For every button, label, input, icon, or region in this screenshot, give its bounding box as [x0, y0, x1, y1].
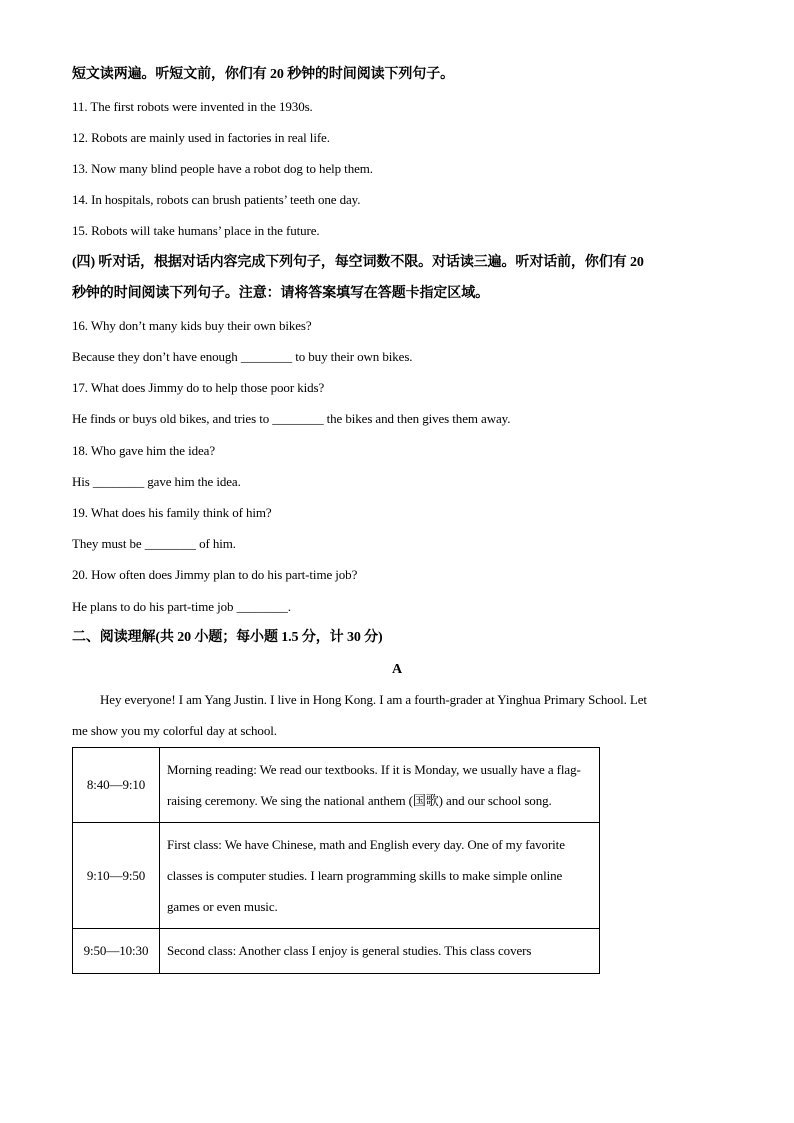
schedule-time: 9:50—10:30 [73, 929, 160, 974]
section-4-instruction-line-2: 秒钟的时间阅读下列句子。注意：请将答案填写在答题卡指定区域。 [72, 286, 489, 301]
answer-line-16: Because they don’t have enough ________ to buy their own bikes. [72, 349, 413, 364]
reading-section-heading: 二、阅读理解(共 20 小题；每小题 1.5 分，计 30 分) [72, 630, 383, 645]
statement-15: 15. Robots will take humans’ place in the future. [72, 223, 320, 238]
schedule-time: 8:40—9:10 [73, 748, 160, 823]
answer-line-17: He finds or buys old bikes, and tries to ________ the bikes and then gives them away. [72, 411, 511, 426]
answer-line-20: He plans to do his part-time job ________. [72, 599, 291, 614]
question-19: 19. What does his family think of him? [72, 505, 272, 520]
question-20: 20. How often does Jimmy plan to do his part-time job? [72, 567, 358, 582]
passage-label: A [391, 662, 402, 677]
statement-14: 14. In hospitals, robots can brush patients’ teeth one day. [72, 192, 361, 207]
question-18: 18. Who gave him the idea? [72, 443, 216, 458]
answer-line-18: His ________ gave him the idea. [72, 474, 241, 489]
table-row [73, 929, 600, 974]
section-4-instruction-line-1: (四) 听对话，根据对话内容完成下列句子，每空词数不限。对话读三遍。听对话前，你们有 20 [72, 255, 644, 270]
listening-section-intro: 短文读两遍。听短文前，你们有 20 秒钟的时间阅读下列句子。 [72, 67, 454, 82]
question-16: 16. Why don’t many kids buy their own bikes? [72, 318, 312, 333]
table-row [73, 823, 600, 929]
schedule-description: Morning reading: We read our textbooks. If it is Monday, we usually have a flag-raising ceremony. We sing the national anthem (国歌) and our school song. [160, 748, 600, 823]
school-day-schedule-table [72, 747, 600, 974]
question-17: 17. What does Jimmy do to help those poor kids? [72, 380, 325, 395]
statement-13: 13. Now many blind people have a robot dog to help them. [72, 161, 373, 176]
passage-intro-line-2: me show you my colorful day at school. [72, 723, 277, 738]
statement-11: 11. The first robots were invented in the 1930s. [72, 99, 313, 114]
schedule-description: First class: We have Chinese, math and English every day. One of my favorite classes is computer studies. I learn programming skills to make simple online games or even music. [160, 823, 600, 929]
passage-intro-line-1: Hey everyone! I am Yang Justin. I live in Hong Kong. I am a fourth-grader at Yinghua Primary School. Let [100, 692, 647, 707]
schedule-description: Second class: Another class I enjoy is general studies. This class covers [160, 929, 600, 974]
schedule-time: 9:10—9:50 [73, 823, 160, 929]
statement-12: 12. Robots are mainly used in factories in real life. [72, 130, 330, 145]
table-row [73, 748, 600, 823]
answer-line-19: They must be ________ of him. [72, 536, 236, 551]
